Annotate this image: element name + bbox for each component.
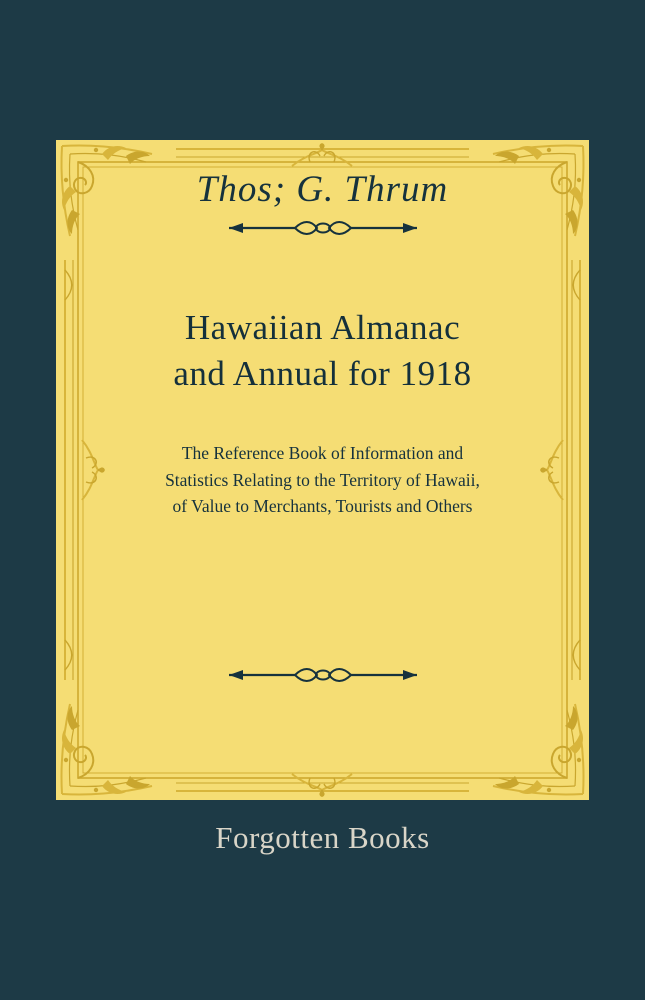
subtitle-line-2: Statistics Relating to the Territory of Hawaii, (165, 469, 480, 490)
subtitle (56, 440, 589, 520)
title-line-2: and Annual for 1918 (173, 354, 472, 394)
fleuron-divider-icon (223, 215, 423, 241)
bottom-divider (56, 662, 589, 693)
fleuron-divider-icon (223, 662, 423, 688)
author-name (56, 168, 589, 211)
top-divider (56, 215, 589, 246)
title-line-1: Hawaiian Almanac (184, 308, 461, 347)
author-text: Thos; G. Thrum (196, 169, 449, 210)
publisher-name: Forgotten Books (215, 820, 430, 855)
publisher-logo (0, 820, 645, 856)
subtitle-line-3: of Value to Merchants, Tourists and Others (172, 496, 473, 517)
page-title (56, 305, 589, 397)
subtitle-line-1: The Reference Book of Information and (181, 443, 464, 463)
